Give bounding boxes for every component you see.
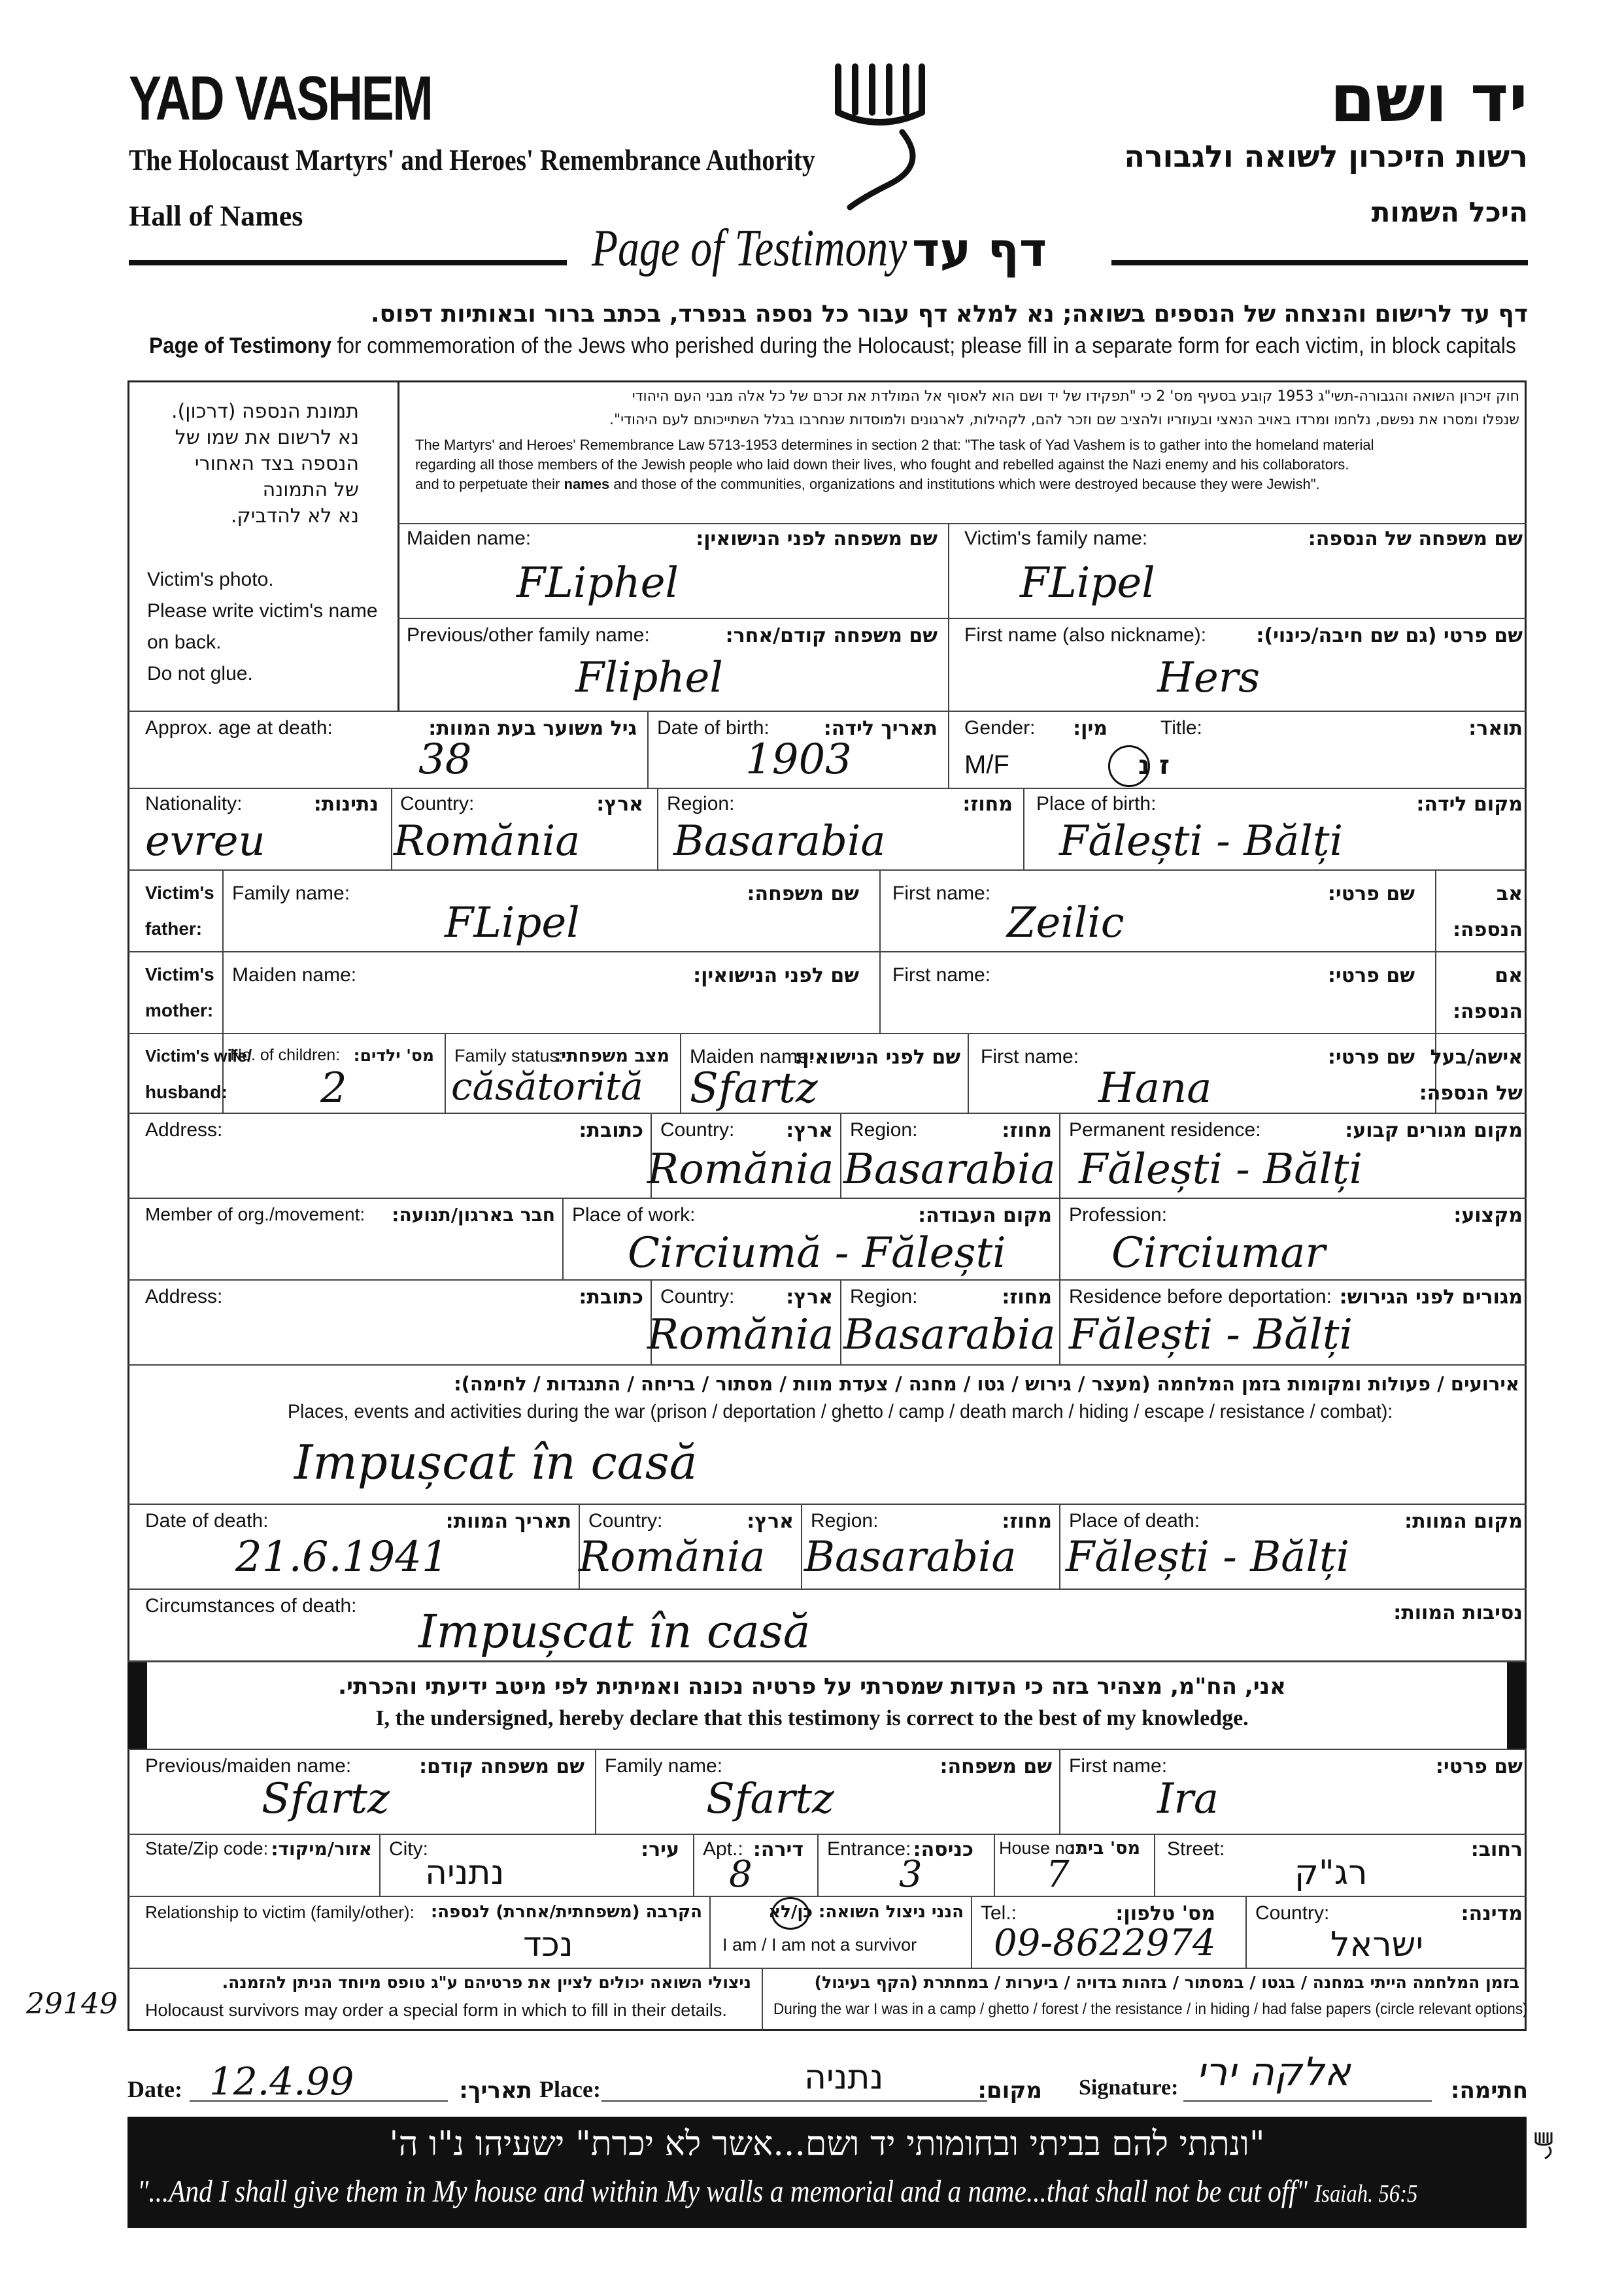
- address1-country-label-he: ארץ:: [786, 1119, 833, 1142]
- country-label-he: ארץ:: [596, 793, 643, 816]
- col-rule: [1245, 1896, 1247, 1968]
- events-label-en: Places, events and activities during the war (prison / deportation / ghetto / camp / death march / hiding / escape / resistance / combat):: [288, 1401, 1393, 1422]
- row-rule: [127, 788, 1527, 789]
- date-label-he: תאריך:: [459, 2077, 532, 2104]
- sub-first-value[interactable]: Ira: [1157, 1775, 1219, 1823]
- page-title-en: Page of Testimony: [592, 220, 907, 277]
- father-first-label: First name:: [892, 882, 991, 904]
- title-rule-right: [1111, 260, 1528, 265]
- col-rule: [693, 1834, 694, 1896]
- place-label: Place:: [539, 2076, 601, 2102]
- father-family-value[interactable]: FLipel: [445, 899, 580, 947]
- col-rule: [817, 1834, 819, 1896]
- signature-label: Signature:: [1079, 2076, 1179, 2100]
- col-rule: [971, 1896, 972, 1968]
- dob-value[interactable]: 1903: [745, 735, 852, 784]
- nationality-value[interactable]: evreu: [145, 817, 265, 866]
- residence-label-he: מקום מגורים קבוע:: [1345, 1119, 1523, 1142]
- place-label-he: מקום:: [977, 2077, 1042, 2104]
- photo-en-3: on back.: [147, 631, 222, 653]
- col-rule: [1059, 1279, 1060, 1364]
- tel-value[interactable]: 09-8622974: [994, 1922, 1216, 1964]
- street-label-he: רחוב:: [1470, 1838, 1523, 1861]
- dob-label: Date of birth:: [657, 717, 770, 739]
- row-rule: [127, 1364, 1527, 1366]
- victim-maiden-label: Maiden name:: [407, 528, 532, 549]
- work-place-label-he: מקום העבודה:: [918, 1204, 1052, 1227]
- mother-maiden-label-he: שם לפני הנישואין:: [693, 964, 859, 987]
- spouse-maiden-label: Maiden name:: [690, 1046, 815, 1067]
- org-label: Member of org./movement:: [145, 1204, 365, 1224]
- death-place-label: Place of death:: [1069, 1510, 1200, 1532]
- col-rule: [562, 1198, 564, 1279]
- rel-label-he: הקרבה (משפחתית/אחרת) לנספה:: [430, 1902, 702, 1922]
- quote-ref: Isaiah. 56:5: [1314, 2180, 1418, 2208]
- address2-country-label: Country:: [660, 1286, 735, 1307]
- victim-maiden-value[interactable]: FLiphel: [516, 559, 679, 607]
- father-family-label-he: שם משפחה:: [747, 882, 859, 905]
- work-place-value[interactable]: Circiumă - Fălești: [628, 1229, 1006, 1277]
- gender-label: Gender:: [964, 717, 1036, 739]
- victim-first-label-he: שם פרטי (גם שם חיבה/כינוי):: [1256, 624, 1523, 647]
- spouse-first-value[interactable]: Hana: [1098, 1064, 1212, 1113]
- address1-region-value[interactable]: Basarabia: [843, 1145, 1056, 1194]
- col-rule: [968, 1033, 969, 1113]
- events-label-he: אירועים / פעולות ומקומות בזמן המלחמה (מעצר / גירוש / גטו / מחנה / צעדת מוות / מסתור / בריחה / התנגדות / לחימה):: [454, 1373, 1519, 1395]
- col-rule: [595, 1749, 596, 1834]
- col-rule: [1059, 1504, 1060, 1588]
- margin-note: 29149: [26, 1987, 118, 2021]
- photo-en-1: Victim's photo.: [147, 569, 274, 590]
- during-note-he: בזמן המלחמה הייתי במחנה / בגטו / במסתור / בזהות בדויה / ביערות / במחתרת (הקף בעיגול): [814, 1973, 1519, 1992]
- row-rule: [127, 1834, 1527, 1835]
- spouse-maiden-label-he: שם לפני הנישואין:: [794, 1046, 960, 1069]
- photo-he-3: הנספה בצד האחורי: [194, 452, 359, 475]
- gender-circle: [1108, 745, 1150, 787]
- sub-first-label: First name:: [1069, 1755, 1168, 1777]
- dob-label-he: תאריך לידה:: [823, 717, 938, 740]
- address1-region-label-he: מחוז:: [1002, 1119, 1052, 1142]
- mother-row-label-he-2: הנספה:: [1453, 1000, 1523, 1023]
- photo-he-2: נא לרשום את שמו של: [175, 426, 359, 449]
- row-rule: [398, 523, 1527, 524]
- title-label-he: תואר:: [1468, 717, 1523, 740]
- father-family-label: Family name:: [232, 882, 350, 904]
- law-he-1: חוק זיכרון השואה והגבורה-תשי"ג 1953 קובע בסעיף מס' 2 כי "תפקידו של יד ושם הוא לאסוף אל המולדת את זכרם של כל אלה מבני העם היהודי: [632, 388, 1519, 405]
- gender-options[interactable]: M/F: [964, 750, 1009, 779]
- declaration-en: I, the undersigned, hereby declare that this testimony is correct to the best of my knowledge.: [375, 1706, 1249, 1730]
- status-label-he: מצב משפחתי:: [554, 1046, 669, 1066]
- row-rule: [127, 1660, 1527, 1662]
- address1-country-label: Country:: [660, 1119, 735, 1141]
- mother-row-label-1: Victim's: [145, 964, 214, 984]
- circ-value[interactable]: Impușcat în casă: [418, 1605, 811, 1658]
- spouse-row-label-2: husband:: [145, 1082, 228, 1102]
- photo-he-5: נא לא להדביק.: [230, 505, 359, 528]
- father-first-label-he: שם פרטי:: [1327, 882, 1415, 905]
- photo-he-1: תמונת הנספה (דרכון).: [171, 400, 359, 423]
- title-label: Title:: [1160, 717, 1202, 739]
- age-value[interactable]: 38: [418, 735, 472, 784]
- children-value[interactable]: 2: [320, 1064, 347, 1113]
- intro-en-bold: Page of Testimony: [149, 333, 331, 358]
- sub-prev-value[interactable]: Sfartz: [262, 1775, 390, 1823]
- father-row-label-he-2: הנספה:: [1453, 918, 1523, 941]
- row-rule: [127, 1198, 1527, 1199]
- status-value[interactable]: căsătorită: [451, 1064, 643, 1109]
- death-region-label-he: מחוז:: [1002, 1510, 1052, 1533]
- region-value[interactable]: Basarabia: [673, 817, 886, 866]
- mother-row-label-he-1: אם: [1495, 964, 1523, 987]
- declaration-he: אני, הח"מ, מצהיר בזה כי העדות שמסרתי על פרטיה נכונה ואמיתית לפי מיטב ידיעתי והכרתי.: [338, 1673, 1286, 1700]
- address1-label: Address:: [145, 1119, 223, 1141]
- residence-before-label-he: מגורים לפני הגירוש:: [1339, 1286, 1523, 1309]
- gender-label-he: מין:: [1073, 717, 1108, 740]
- col-rule: [1435, 869, 1436, 1113]
- profession-label: Profession:: [1069, 1204, 1168, 1226]
- death-date-label: Date of death:: [145, 1510, 269, 1532]
- survivors-note-he: ניצולי השואה יכולים לציין את פרטיהם ע"ג טופס מיוחד הניתן להזמנה.: [222, 1973, 751, 1992]
- victim-prev-label-he: שם משפחה קודם/אחר:: [725, 624, 938, 647]
- row-rule: [127, 1896, 1527, 1897]
- city-label: City:: [389, 1838, 428, 1860]
- sub-country-label-he: מדינה:: [1461, 1902, 1523, 1925]
- city-value[interactable]: נתניה: [425, 1853, 505, 1892]
- col-rule: [948, 523, 949, 711]
- law-en-3b: names: [564, 476, 610, 492]
- sub-first-label-he: שם פרטי:: [1435, 1755, 1523, 1778]
- tel-label-he: מס' טלפון:: [1115, 1902, 1215, 1925]
- small-logo-icon: [1533, 2131, 1555, 2164]
- address2-country-label-he: ארץ:: [786, 1286, 833, 1309]
- age-label-he: גיל משוער בעת המוות:: [428, 717, 637, 740]
- authority-he: רשות הזיכרון לשואה ולגבורה: [1124, 139, 1528, 174]
- zip-label: State/Zip code:: [145, 1838, 269, 1858]
- col-rule: [1059, 1749, 1060, 1834]
- col-rule: [1059, 1113, 1060, 1198]
- entrance-label: Entrance:: [827, 1838, 911, 1860]
- father-row-label-2: father:: [145, 918, 203, 939]
- profession-label-he: מקצוע:: [1453, 1204, 1523, 1227]
- sub-prev-label-he: שם משפחה קודם:: [419, 1755, 584, 1778]
- col-rule: [445, 1033, 446, 1113]
- work-place-label: Place of work:: [572, 1204, 696, 1226]
- photo-he-4: של התמונה: [262, 479, 359, 501]
- signature-label-he: חתימה:: [1450, 2077, 1528, 2104]
- rel-label: Relationship to victim (family/other):: [145, 1902, 414, 1922]
- intro-en-text: for commemoration of the Jews who perished during the Holocaust; please fill in a separate form for each victim, in block capitals: [331, 333, 1516, 358]
- row-rule: [398, 618, 1527, 619]
- status-label: Family status:: [454, 1046, 564, 1066]
- law-en-1: The Martyrs' and Heroes' Remembrance Law 5713-1953 determines in section 2 that: "The task of Yad Vashem is to gather into the homeland material: [415, 437, 1374, 453]
- death-country-label-he: ארץ:: [747, 1510, 794, 1533]
- victim-prev-label: Previous/other family name:: [407, 624, 650, 646]
- sub-country-value[interactable]: ישראל: [1330, 1925, 1424, 1964]
- nationality-label-he: נתינות:: [313, 793, 379, 816]
- org-name-en: YAD VASHEM: [129, 63, 432, 133]
- address2-label: Address:: [145, 1286, 223, 1307]
- survivor-label-he[interactable]: הנני ניצול השואה: כן/לא: [768, 1902, 964, 1922]
- spouse-maiden-value[interactable]: Sfartz: [690, 1064, 818, 1113]
- col-rule: [1154, 1834, 1155, 1896]
- victim-family-label-he: שם משפחה של הנספה:: [1308, 528, 1523, 550]
- col-rule: [801, 1504, 802, 1588]
- col-rule: [379, 1834, 381, 1896]
- entrance-value[interactable]: 3: [899, 1853, 922, 1896]
- law-en-3: [415, 476, 1320, 493]
- victim-first-label: First name (also nickname):: [964, 624, 1207, 646]
- col-rule: [1059, 1198, 1060, 1279]
- sub-family-label-he: שם משפחה:: [939, 1755, 1052, 1778]
- row-rule: [127, 1279, 1527, 1281]
- law-en-3a: and to perpetuate their: [415, 476, 564, 492]
- law-en-2: regarding all those members of the Jewish people who laid down their lives, who fought and rebelled against the Nazi enemy and his collaborators.: [415, 456, 1349, 473]
- col-rule: [1023, 788, 1024, 869]
- hall-en: Hall of Names: [129, 200, 303, 232]
- house-value[interactable]: 7: [1046, 1853, 1070, 1896]
- father-row-label-he-1: אב: [1496, 882, 1523, 905]
- address1-label-he: כתובת:: [579, 1119, 643, 1142]
- org-label-he: חבר בארגון/תנועה:: [392, 1204, 555, 1226]
- circ-label: Circumstances of death:: [145, 1595, 357, 1617]
- death-region-value[interactable]: Basarabia: [804, 1533, 1017, 1581]
- sub-prev-label: Previous/maiden name:: [145, 1755, 352, 1777]
- row-rule: [127, 1968, 1527, 1969]
- row-rule: [127, 1588, 1527, 1590]
- pob-label: Place of birth:: [1036, 793, 1157, 815]
- tel-label: Tel.:: [981, 1902, 1017, 1924]
- survivor-label-en[interactable]: I am / I am not a survivor: [722, 1935, 917, 1955]
- page-title-he: דף עד: [912, 222, 1047, 277]
- death-date-label-he: תאריך המוות:: [445, 1510, 571, 1533]
- victim-first-value[interactable]: Hers: [1157, 654, 1260, 702]
- place-underline: [601, 2100, 987, 2102]
- col-rule: [657, 788, 658, 869]
- row-rule: [127, 869, 1527, 871]
- title-rule-left: [129, 260, 567, 265]
- photo-en-4: Do not glue.: [147, 663, 253, 684]
- region-label-he: מחוז:: [962, 793, 1013, 816]
- victim-family-label: Victim's family name:: [964, 528, 1148, 549]
- org-name-he: יד ושם: [1330, 60, 1528, 137]
- entrance-label-he: כניסה:: [913, 1838, 973, 1861]
- quote-en-text: "...And I shall give them in My house and within My walls a memorial and a name...that shall not be cut off": [137, 2174, 1308, 2209]
- profession-value[interactable]: Circiumar: [1111, 1229, 1325, 1277]
- spouse-first-label-he: שם פרטי:: [1327, 1046, 1415, 1069]
- house-label: House no.:: [999, 1838, 1085, 1858]
- street-value[interactable]: רג"ק: [1294, 1853, 1368, 1892]
- mother-maiden-label: Maiden name:: [232, 964, 357, 986]
- death-place-value[interactable]: Fălești - Bălți: [1066, 1533, 1350, 1581]
- row-rule: [127, 711, 1527, 712]
- col-rule: [647, 711, 649, 788]
- row-rule: [127, 1033, 1527, 1034]
- address2-label-he: כתובת:: [579, 1286, 643, 1309]
- signature-underline: [1183, 2100, 1432, 2102]
- hall-he: היכל השמות: [1371, 196, 1528, 228]
- sub-country-label: Country:: [1255, 1902, 1330, 1924]
- col-rule: [391, 788, 392, 869]
- place-value[interactable]: נתניה: [804, 2058, 884, 2097]
- col-rule: [840, 1279, 841, 1364]
- photo-box-divider: [398, 380, 399, 711]
- address1-country-value[interactable]: Romănia: [647, 1145, 834, 1194]
- death-country-label: Country:: [588, 1510, 663, 1532]
- sub-family-label: Family name:: [605, 1755, 723, 1777]
- quote-he: "ונתתי להם בביתי ובחומותי יד ושם...אשר לא יכרת" ישעיהו נ"ו ה': [389, 2125, 1265, 2164]
- death-country-value[interactable]: Romănia: [579, 1533, 766, 1581]
- row-rule: [127, 1113, 1527, 1114]
- pob-label-he: מקום לידה:: [1416, 793, 1523, 816]
- survivors-note-en: Holocaust survivors may order a special form in which to fill in their details.: [145, 2000, 727, 2020]
- during-note-en: During the war I was in a camp / ghetto / forest / the resistance / in hiding / had false papers (circle relevant options): [773, 2000, 1528, 2018]
- age-label: Approx. age at death:: [145, 717, 333, 739]
- apt-label: Apt.:: [703, 1838, 743, 1860]
- mother-row-label-2: mother:: [145, 1000, 214, 1020]
- residence-before-value[interactable]: Fălești - Bălți: [1069, 1311, 1353, 1359]
- address2-region-label: Region:: [850, 1286, 918, 1307]
- residence-before-label: Residence before deportation:: [1069, 1286, 1332, 1307]
- victim-family-value[interactable]: FLipel: [1020, 559, 1155, 607]
- date-value[interactable]: 12.4.99: [209, 2059, 354, 2104]
- children-label: No. of children:: [230, 1046, 341, 1064]
- death-region-label: Region:: [811, 1510, 879, 1532]
- residence-label: Permanent residence:: [1069, 1119, 1261, 1141]
- house-label-he: מס' בית:: [1068, 1838, 1140, 1858]
- spouse-row-label-he-1: אישה/בעל: [1430, 1046, 1523, 1069]
- apt-label-he: דירה:: [753, 1838, 804, 1861]
- street-label: Street:: [1167, 1838, 1225, 1860]
- row-rule: [127, 1504, 1527, 1505]
- col-rule: [222, 869, 224, 1113]
- city-label-he: עיר:: [641, 1838, 679, 1861]
- col-rule: [680, 1033, 681, 1113]
- gender-options-he[interactable]: ז נ: [1138, 750, 1170, 781]
- father-first-value[interactable]: Zeilic: [1007, 899, 1125, 947]
- col-rule: [709, 1896, 711, 1968]
- signature-value[interactable]: אלקה ירי: [1196, 2049, 1351, 2095]
- law-en-3c: and those of the communities, organizations and institutions which were destroyed because they were Jewish".: [609, 476, 1320, 492]
- victim-prev-value[interactable]: Fliphel: [575, 654, 723, 702]
- address2-region-label-he: מחוז:: [1002, 1286, 1052, 1309]
- rel-value[interactable]: נכד: [523, 1925, 573, 1964]
- mother-first-label-he: שם פרטי:: [1327, 964, 1415, 987]
- residence-value[interactable]: Fălești - Bălți: [1079, 1145, 1363, 1194]
- col-rule: [994, 1834, 995, 1896]
- circ-label-he: נסיבות המוות:: [1393, 1602, 1523, 1624]
- row-rule: [127, 1749, 1527, 1750]
- law-he-2: שנפלו ומסרו את נפשם, נלחמו ומרדו באויב הנאצי ובעוזריו ולהציב שם וזכר להם, לקהילות, לארגונים ולמוסדות שנחרבו בגלל השתייכותם לעם היהודי".: [609, 412, 1519, 428]
- pob-value[interactable]: Fălești - Bălți: [1059, 817, 1344, 866]
- death-date-value[interactable]: 21.6.1941: [235, 1533, 448, 1581]
- col-rule: [840, 1113, 841, 1198]
- spouse-row-label-he-2: של הנספה:: [1419, 1082, 1523, 1105]
- father-row-label-1: Victim's: [145, 882, 214, 903]
- address1-region-label: Region:: [850, 1119, 918, 1141]
- address2-country-value[interactable]: Romănia: [647, 1311, 834, 1359]
- country-label: Country:: [400, 793, 475, 815]
- spouse-row-label-1: Victim's wife/: [145, 1046, 252, 1066]
- yad-vashem-logo: [830, 60, 928, 210]
- sub-family-value[interactable]: Sfartz: [706, 1775, 834, 1823]
- country-value[interactable]: Romănia: [394, 817, 581, 866]
- victim-maiden-label-he: שם משפחה לפני הנישואין:: [696, 528, 938, 550]
- children-label-he: מס' ילדים:: [353, 1046, 434, 1065]
- spouse-first-label: First name:: [981, 1046, 1079, 1067]
- address2-region-value[interactable]: Basarabia: [843, 1311, 1056, 1359]
- survivor-circle: [771, 1897, 809, 1930]
- death-place-label-he: מקום המוות:: [1404, 1510, 1523, 1533]
- date-label: Date:: [127, 2076, 182, 2102]
- col-rule: [948, 711, 949, 788]
- zip-label-he: אזור/מיקוד:: [271, 1838, 372, 1860]
- intro-he: דף עד לרישום והנצחה של הנספים בשואה; נא למלא דף עבור כל נספה בנפרד, בכתב ברור ובאותיות דפוס.: [370, 301, 1528, 328]
- col-rule: [762, 1968, 763, 2031]
- mother-first-label: First name:: [892, 964, 991, 986]
- apt-value[interactable]: 8: [729, 1853, 753, 1896]
- row-rule: [127, 951, 1527, 952]
- region-label: Region:: [667, 793, 735, 815]
- quote-en: [137, 2174, 1417, 2210]
- nationality-label: Nationality:: [145, 793, 243, 815]
- photo-en-2: Please write victim's name: [147, 600, 378, 622]
- intro-en: [149, 333, 1516, 359]
- authority-en: The Holocaust Martyrs' and Heroes' Remembrance Authority: [129, 143, 815, 176]
- events-value[interactable]: Impușcat în casă: [294, 1435, 698, 1490]
